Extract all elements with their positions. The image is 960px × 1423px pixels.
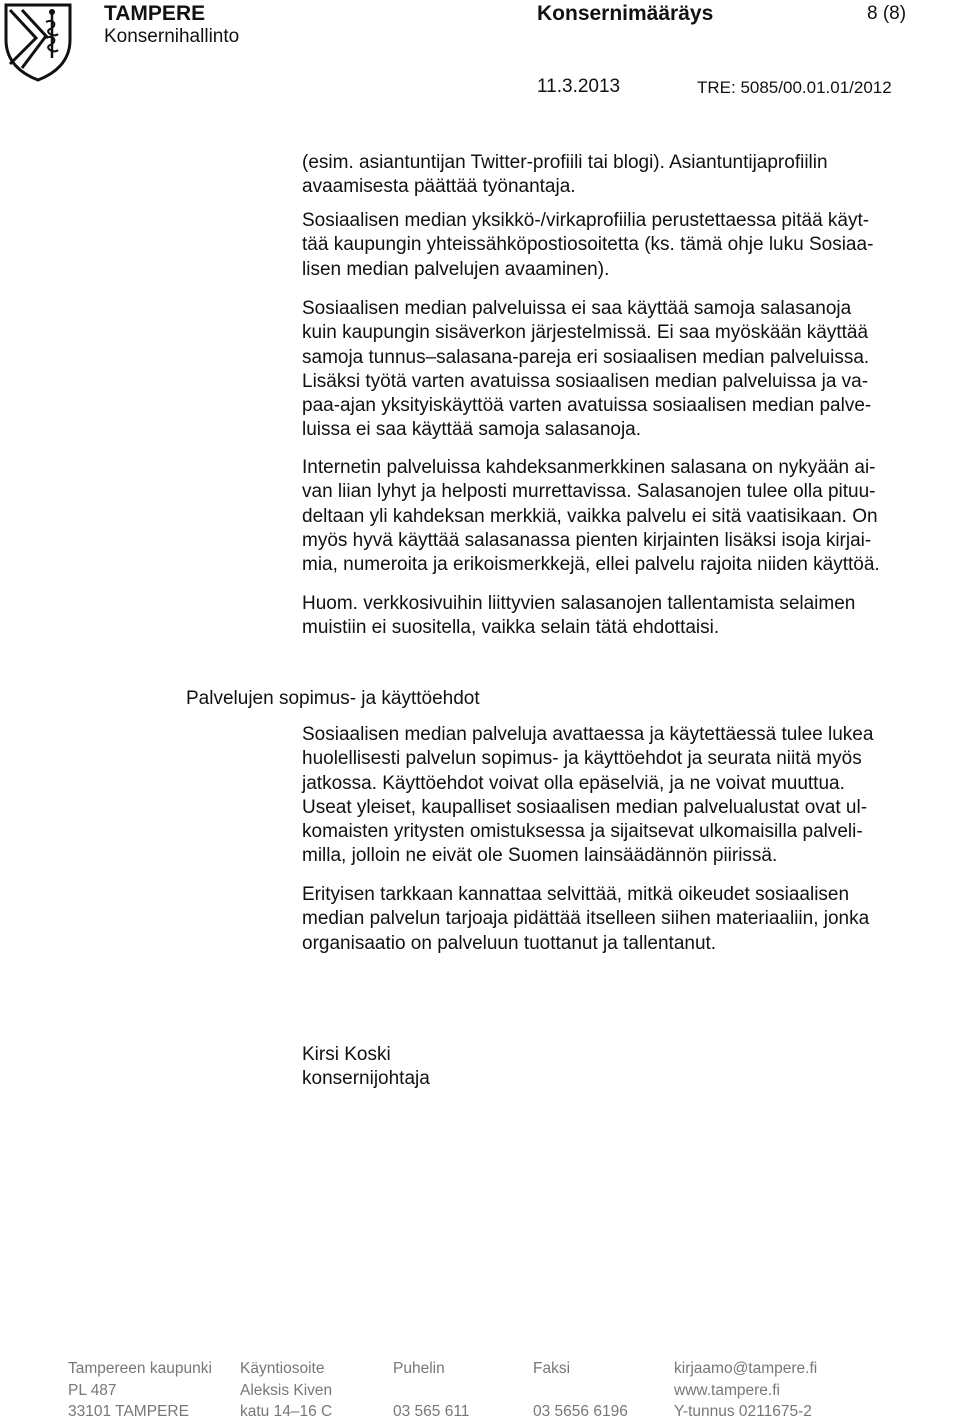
footer-line: katu 14–16 C [240,1403,333,1420]
footer-email[interactable]: kirjaamo@tampere.fi [674,1360,818,1377]
text-line: jatkossa. Käyttöehdot voivat olla epäselviä, ja ne voivat muuttua. [302,772,845,794]
text-line: paa-ajan yksityiskäyttöä varten avatuissa sosiaalisen median palve- [302,395,872,417]
footer-line: Aleksis Kiven [240,1381,333,1399]
text-line: organisaatio on palveluun tuottanut ja tallentanut. [302,932,717,954]
text-line: Useat yleiset, kaupalliset sosiaalisen median palvelualustat ovat ul- [302,796,868,818]
department-name: Konsernihallinto [104,26,240,47]
org-name: TAMPERE [104,2,206,25]
footer-line: 03 565 611 [393,1403,470,1420]
paragraph-2 [302,209,960,282]
signer-title: konsernijohtaja [302,1068,430,1090]
text-line: Sosiaalisen median palveluissa ei saa käyttää samoja salasanoja [302,298,852,319]
text-line: van liian lyhyt ja helposti murrettavissa. Salasanojen tulee olla pituu- [302,481,876,503]
paragraph-6 [302,723,960,869]
footer-line: Tampereen kaupunki [68,1360,212,1377]
footer-line [393,1380,469,1402]
footer-line [533,1380,628,1402]
text-line: tää kaupungin yhteissähköpostiosoitetta (ks. tämä ohje luku Sosiaa- [302,234,874,256]
text-line: samoja tunnus–salasana-pareja eri sosiaalisen median palveluissa. [302,346,870,368]
paragraph-5 [302,592,960,641]
paragraph-7 [302,883,960,956]
paragraph-3 [302,297,960,443]
text-line: Sosiaalisen median yksikkö-/virkaprofiilia perustettaessa pitää käyt- [302,210,870,231]
text-line: Huom. verkkosivuihin liittyvien salasanojen tallentamista selaimen [302,593,856,614]
footer-line: 33101 TAMPERE [68,1403,189,1420]
tampere-coat-of-arms-icon [2,2,74,82]
text-line: Erityisen tarkkaan kannattaa selvittää, mitkä oikeudet sosiaalisen [302,884,850,905]
document-date: 11.3.2013 [537,76,621,97]
footer-line: Faksi [533,1360,571,1377]
text-line: lisen median palvelujen avaaminen). [302,258,610,280]
text-line: huolellisesti palvelun sopimus- ja käyttöehdot ja seurata niitä myös [302,748,862,770]
text-line: luissa ei saa käyttää samoja salasanoja. [302,419,642,441]
footer-address [68,1358,212,1423]
text-line: milla, jolloin ne eivät ole Suomen lainsäädännön piirissä. [302,845,778,867]
footer-line: Puhelin [393,1360,445,1377]
signature-block [302,1043,430,1092]
footer-website[interactable]: www.tampere.fi [674,1381,780,1399]
text-line: kuin kaupungin sisäverkon järjestelmissä. Ei saa myöskään käyttää [302,322,869,344]
text-line: median palvelun tarjoaja pidättää itselleen siihen materiaaliin, jonka [302,908,870,930]
paragraph-4 [302,456,960,577]
footer-visiting-address [240,1358,332,1423]
text-line: komaisten yritysten omistuksessa ja sijaitsevat ulkomaisilla palveli- [302,821,863,843]
text-line: (esim. asiantuntijan Twitter-profiili tai blogi). Asiantuntijaprofiilin [302,152,828,173]
text-line: Sosiaalisen median palveluja avattaessa ja käytettäessä tulee lukea [302,724,874,745]
footer-phone [393,1358,469,1423]
text-line: myös hyvä käyttää salasanassa pienten kirjainten lisäksi isoja kirjai- [302,529,872,551]
footer-line: PL 487 [68,1381,117,1399]
footer-line: 03 5656 6196 [533,1403,628,1420]
text-line: avaamisesta päättää työnantaja. [302,176,576,198]
document-type: Konsernimääräys [537,2,714,25]
text-line: mia, numeroita ja erikoismerkkejä, ellei palvelu rajoita niiden käyttöä. [302,554,880,576]
text-line: deltaan yli kahdeksan merkkiä, vaikka palvelu ei sitä vaatisikaan. On [302,505,878,527]
text-line: Internetin palveluissa kahdeksanmerkkinen salasana on nykyään ai- [302,457,876,478]
paragraph-1 [302,151,960,200]
text-line: Lisäksi työtä varten avatuissa sosiaalisen median palveluissa ja va- [302,370,869,392]
page-number: 8 (8) [867,3,907,24]
footer-fax [533,1358,628,1423]
footer-line: Y-tunnus 0211675-2 [674,1403,812,1420]
signer-name: Kirsi Koski [302,1044,391,1065]
text-line: muistiin ei suositella, vaikka selain tätä ehdottaisi. [302,617,720,639]
footer-line: Käyntiosoite [240,1360,325,1377]
footer-contact [674,1358,817,1423]
section-heading: Palvelujen sopimus- ja käyttöehdot [186,688,480,709]
document-reference: TRE: 5085/00.01.01/2012 [697,78,892,97]
